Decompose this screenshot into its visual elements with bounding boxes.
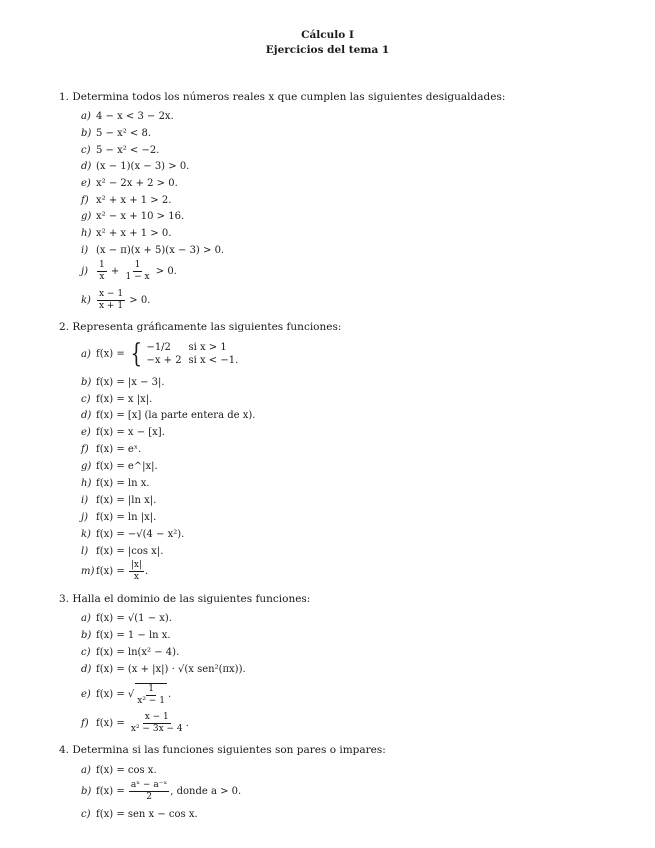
item-label: a) <box>81 348 91 360</box>
fraction <box>135 683 167 706</box>
exercise-item <box>81 631 171 641</box>
exercise-item <box>81 561 148 582</box>
fraction-denominator: 1 − x <box>125 272 150 282</box>
fraction-numerator: x − 1 <box>99 289 124 299</box>
case-row <box>146 356 238 366</box>
item-label: d) <box>81 161 92 172</box>
item-tail: . <box>145 566 149 577</box>
item-expression: 4 − x < 3 − 2x. <box>96 111 174 122</box>
item-lhs: f(x) = <box>96 566 125 577</box>
item-expression: x² − 2x + 2 > 0. <box>96 178 178 189</box>
item-expression: f(x) = ln x. <box>96 478 150 489</box>
item-label: a) <box>81 765 91 776</box>
item-tail: > 0. <box>155 266 177 277</box>
exercise-item <box>81 665 246 675</box>
item-label: l) <box>81 546 89 557</box>
item-label: e) <box>81 178 91 189</box>
case-row <box>146 343 238 353</box>
exercise-item <box>81 781 241 802</box>
fraction-numerator: 1 <box>134 260 141 270</box>
item-tail: > 0. <box>129 295 151 306</box>
item-expression: f(x) = |x − 3|. <box>96 377 165 388</box>
exercise-item <box>81 547 163 557</box>
operator: + <box>110 266 120 277</box>
item-label: h) <box>81 478 92 489</box>
exercise-item <box>81 614 172 624</box>
item-tail: , donde a > 0. <box>170 786 242 797</box>
fraction-denominator: x² − 3x − 4 <box>130 724 183 734</box>
item-label: c) <box>81 145 91 156</box>
item-label: f) <box>81 195 89 206</box>
problem-4-heading: 4. Determina si las funciones siguientes son pares o impares: <box>59 744 386 756</box>
item-expression: x² − x + 10 > 16. <box>96 211 185 222</box>
item-expression: f(x) = |ln x|. <box>96 495 157 506</box>
problem-2-heading: 2. Representa gráficamente las siguientes funciones: <box>59 321 342 333</box>
fraction-numerator: 1 <box>99 260 105 270</box>
exercise-item <box>81 713 189 734</box>
exercise-item <box>81 162 189 172</box>
item-label: j) <box>81 266 89 277</box>
item-label: c) <box>81 647 91 658</box>
fraction-denominator: x <box>133 572 139 582</box>
item-tail: . <box>185 718 189 729</box>
item-label: e) <box>81 427 91 438</box>
item-expression: (x − 1)(x − 3) > 0. <box>96 161 190 172</box>
exercise-item <box>81 378 165 388</box>
problem-3-heading: 3. Halla el dominio de las siguientes funciones: <box>59 593 311 605</box>
item-expression: f(x) = ln(x² − 4). <box>96 647 180 658</box>
item-expression: f(x) = −√(4 − x²). <box>96 529 185 540</box>
item-label: g) <box>81 461 92 472</box>
exercise-item <box>81 229 171 239</box>
case-condition: si x < −1. <box>188 354 239 366</box>
exercise-item <box>81 129 151 139</box>
item-label: d) <box>81 410 92 421</box>
item-expression: f(x) = 1 − ln x. <box>96 630 171 641</box>
exercise-item <box>81 810 198 820</box>
exercise-item <box>81 530 184 540</box>
exercise-item <box>81 146 159 156</box>
item-expression: f(x) = [x] (la parte entera de x). <box>96 410 256 421</box>
item-expression: x² + x + 1 > 0. <box>96 228 172 239</box>
exercise-item <box>81 212 184 222</box>
item-expression: f(x) = cos x. <box>96 765 157 776</box>
item-label: g) <box>81 211 92 222</box>
exercise-item <box>81 341 238 367</box>
exercise-item <box>81 411 255 421</box>
item-label: c) <box>81 394 91 405</box>
fraction-denominator: x + 1 <box>99 301 124 311</box>
fraction-numerator: aˣ − a⁻ˣ <box>130 780 168 790</box>
exercise-item <box>81 445 141 455</box>
exercise-item <box>81 395 152 405</box>
item-label: b) <box>81 377 92 388</box>
item-lhs: f(x) = <box>96 718 125 729</box>
left-brace-icon: { <box>130 339 142 369</box>
item-lhs: f(x) = <box>96 348 125 360</box>
exercise-item <box>81 428 165 438</box>
case-expression: −x + 2 <box>146 354 182 366</box>
item-label: k) <box>81 529 91 540</box>
item-expression: f(x) = (x + |x|) · √(x sen²(πx)). <box>96 664 246 675</box>
item-label: b) <box>81 630 92 641</box>
exercise-item <box>81 246 224 256</box>
item-expression: x² + x + 1 > 2. <box>96 195 172 206</box>
fraction <box>129 561 144 582</box>
fraction-denominator: 2 <box>146 792 152 802</box>
item-label: m) <box>81 566 95 577</box>
exercise-item <box>81 683 171 706</box>
exercise-item <box>81 290 150 311</box>
exercise-item <box>81 112 174 122</box>
case-condition: si x > 1 <box>188 341 227 353</box>
item-label: h) <box>81 228 92 239</box>
exercise-item <box>81 261 177 282</box>
fraction-numerator: x − 1 <box>144 712 169 722</box>
exercise-item <box>81 462 158 472</box>
item-expression: (x − π)(x + 5)(x − 3) > 0. <box>96 245 225 256</box>
fraction <box>129 713 185 734</box>
fraction-denominator: x <box>99 272 105 282</box>
item-label: j) <box>81 512 89 523</box>
item-expression: f(x) = eˣ. <box>96 444 142 455</box>
fraction-denominator: x² − 1 <box>137 696 165 706</box>
exercise-item <box>81 179 178 189</box>
item-expression: f(x) = x − [x]. <box>96 427 165 438</box>
page-title: Cálculo I <box>301 29 354 41</box>
exercise-item <box>81 496 156 506</box>
item-label: i) <box>81 495 89 506</box>
item-label: e) <box>81 689 91 700</box>
item-label: f) <box>81 444 89 455</box>
fraction <box>129 781 169 802</box>
exercise-item <box>81 479 150 489</box>
item-label: k) <box>81 295 91 306</box>
item-label: a) <box>81 613 91 624</box>
item-expression: f(x) = √(1 − x). <box>96 613 172 624</box>
piecewise-cases <box>128 341 238 367</box>
exercise-item <box>81 766 157 776</box>
item-tail: . <box>167 689 172 700</box>
fraction <box>124 261 152 282</box>
problem-1-heading: 1. Determina todos los números reales x que cumplen las siguientes desigualdades: <box>59 91 506 103</box>
fraction-numerator: |x| <box>130 560 143 570</box>
item-expression: f(x) = ln |x|. <box>96 512 157 523</box>
exercise-item <box>81 196 171 206</box>
exercise-item <box>81 648 179 658</box>
exercise-item <box>81 513 156 523</box>
page-subtitle: Ejercicios del tema 1 <box>265 44 390 56</box>
item-expression: 5 − x² < 8. <box>96 128 152 139</box>
item-expression: f(x) = e^|x|. <box>96 461 158 472</box>
item-label: f) <box>81 718 89 729</box>
item-expression: 5 − x² < −2. <box>96 145 160 156</box>
item-label: d) <box>81 664 92 675</box>
fraction <box>97 261 107 282</box>
item-lhs: f(x) = <box>96 786 125 797</box>
item-label: a) <box>81 111 91 122</box>
item-label: c) <box>81 809 91 820</box>
fraction-numerator: 1 <box>148 684 154 694</box>
item-label: b) <box>81 786 92 797</box>
case-expression: −1/2 <box>146 341 171 353</box>
fraction <box>97 290 125 311</box>
item-expression: f(x) = |cos x|. <box>96 546 164 557</box>
item-label: b) <box>81 128 92 139</box>
item-expression: f(x) = sen x − cos x. <box>96 809 198 820</box>
item-expression: f(x) = x |x|. <box>96 394 153 405</box>
item-lhs: f(x) = √ <box>96 689 135 700</box>
item-label: i) <box>81 245 89 256</box>
